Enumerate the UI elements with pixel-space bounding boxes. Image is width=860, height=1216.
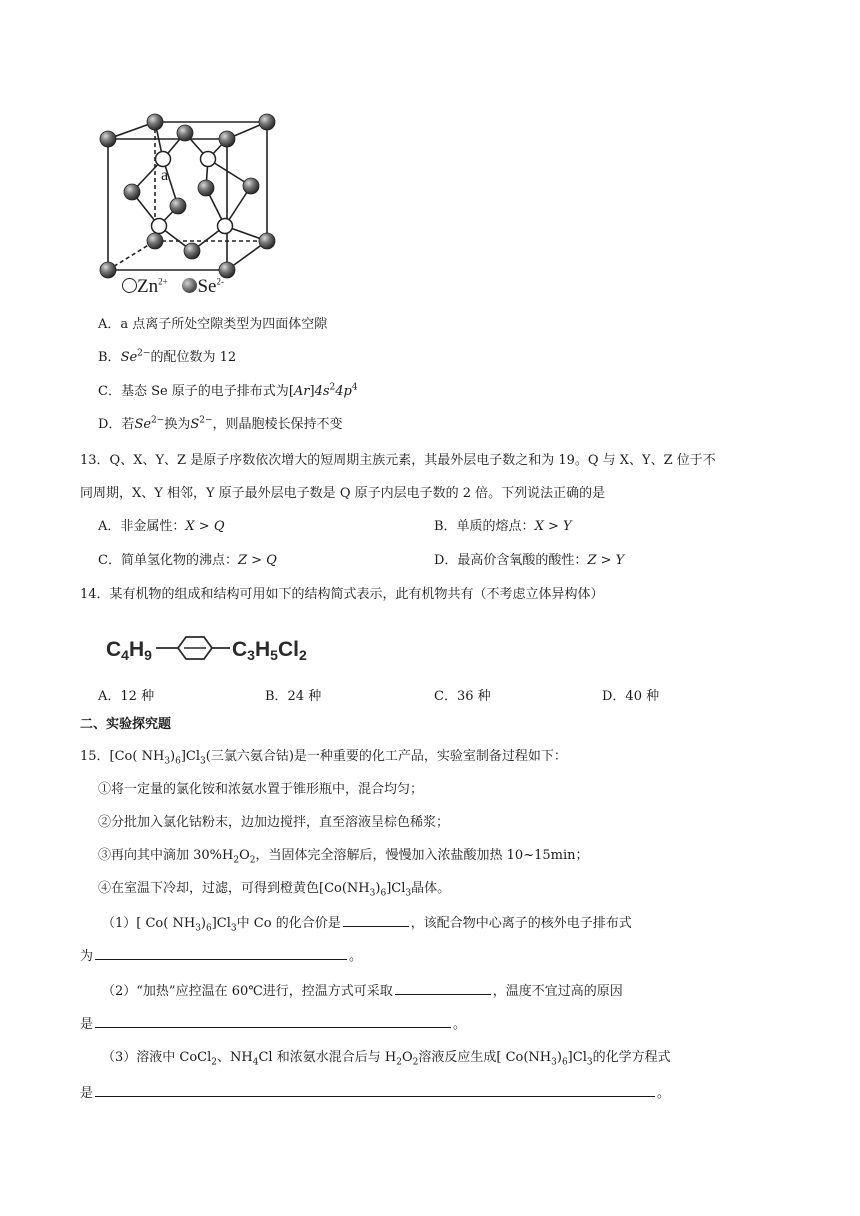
answer-blank-5[interactable]: [95, 1083, 655, 1097]
q14-stem: 14．某有机物的组成和结构可用如下的结构简式表示，此有机物共有（不考虑立体异构体）: [80, 587, 604, 602]
answer-blank-3[interactable]: [395, 981, 491, 995]
q15-stem: 15．[Co( $NH_3)_6]Cl_3$(三氯六氨合钴)是一种重要的化工产品，实验室制备过程如下：: [80, 749, 567, 767]
c3h5cl2-group: C3H5Cl2: [232, 638, 307, 663]
q15-sub3: （3）溶液中 CoCl$_2$、$NH_4Cl$ 和浓氨水混合后与 $H_2O_2$溶液反应生成[ $Co(NH_3)_6]Cl_3$的化学方程式: [102, 1050, 671, 1068]
q15-sub2: （2）“加热”应控温在 60℃进行，控温方式可采取 ，温度不宜过高的原因: [102, 981, 623, 1001]
q15-sub3-line2: 是 。: [80, 1083, 670, 1103]
answer-blank-2[interactable]: [95, 946, 347, 960]
zn-legend-marker: [122, 278, 137, 293]
structural-formula: [106, 626, 326, 670]
q14-option-d: D．40 种: [602, 689, 660, 704]
section-title: 二、实验探究题: [80, 717, 172, 732]
q15-step4: ④在室温下冷却，过滤，可得到橙黄色$[Co(NH_3)_6]Cl_3$晶体。: [98, 881, 451, 899]
q15-step1: ①将一定量的氯化铵和浓氨水置于锥形瓶中，混合均匀；: [98, 782, 424, 797]
c4h9-group: C4H9: [106, 638, 152, 663]
figure-legend: [122, 276, 224, 298]
answer-blank-4[interactable]: [95, 1014, 451, 1028]
q13-option-b: B．单质的熔点：X > Y: [434, 519, 572, 534]
q14-option-a: A．12 种: [98, 689, 155, 704]
q13-stem-line2: 同周期，X、Y 相邻，Y 原子最外层电子数是 Q 原子内层电子数的 2 倍。下列说法正确的是: [80, 486, 606, 501]
q15-step3: ③再向其中滴加 $30\%H_2O_2$，当固体完全溶解后，慢慢加入浓盐酸加热 10~15min；: [98, 848, 589, 866]
q13-option-a: A．非金属性：X > Q: [98, 519, 225, 534]
q14-option-b: B．24 种: [265, 689, 322, 704]
point-a-label: a: [161, 167, 169, 184]
q15-sub2-line2: 是 。: [80, 1014, 466, 1034]
zn-legend-label: Zn: [137, 276, 159, 297]
q13-option-c: C．简单氢化物的沸点：Z > Q: [98, 553, 277, 568]
se-legend-label: Se: [197, 276, 217, 297]
zn-charge: 2+: [158, 276, 168, 287]
q12-option-b: B．$Se^{2-}$的配位数为 12: [98, 348, 237, 365]
q13-option-d: D．最高价含氧酸的酸性：Z > Y: [434, 553, 625, 568]
q15-step2: ②分批加入氯化钴粉末，边加边搅拌，直至溶液呈棕色稀浆；: [98, 815, 450, 830]
q12-option-a: A．a 点离子所处空隙类型为四面体空隙: [98, 317, 328, 332]
crystal-structure-figure: [96, 108, 286, 280]
q12-option-c: C．基态 Se 原子的电子排布式为$[Ar]4s^24p^4$: [98, 382, 358, 399]
q13-stem-line1: 13．Q、X、Y、Z 是原子序数依次增大的短周期主族元素，其最外层电子数之和为 19。Q 与 X、Y、Z 位于不: [80, 453, 716, 468]
q12-option-d: D．若$Se^{2-}$换为$S^{2-}$，则晶胞棱长保持不变: [98, 415, 343, 432]
q15-sub1: （1）[ Co( $NH_3)_6]Cl_3$中 Co 的化合价是 ，该配合物中心离子的核外电子排布式: [102, 913, 632, 933]
q15-sub1-line2: 为 。: [80, 946, 362, 966]
q14-option-c: C．36 种: [434, 689, 491, 704]
answer-blank-1[interactable]: [343, 913, 409, 927]
se-charge: 2-: [216, 276, 224, 287]
se-legend-marker: [182, 278, 197, 293]
